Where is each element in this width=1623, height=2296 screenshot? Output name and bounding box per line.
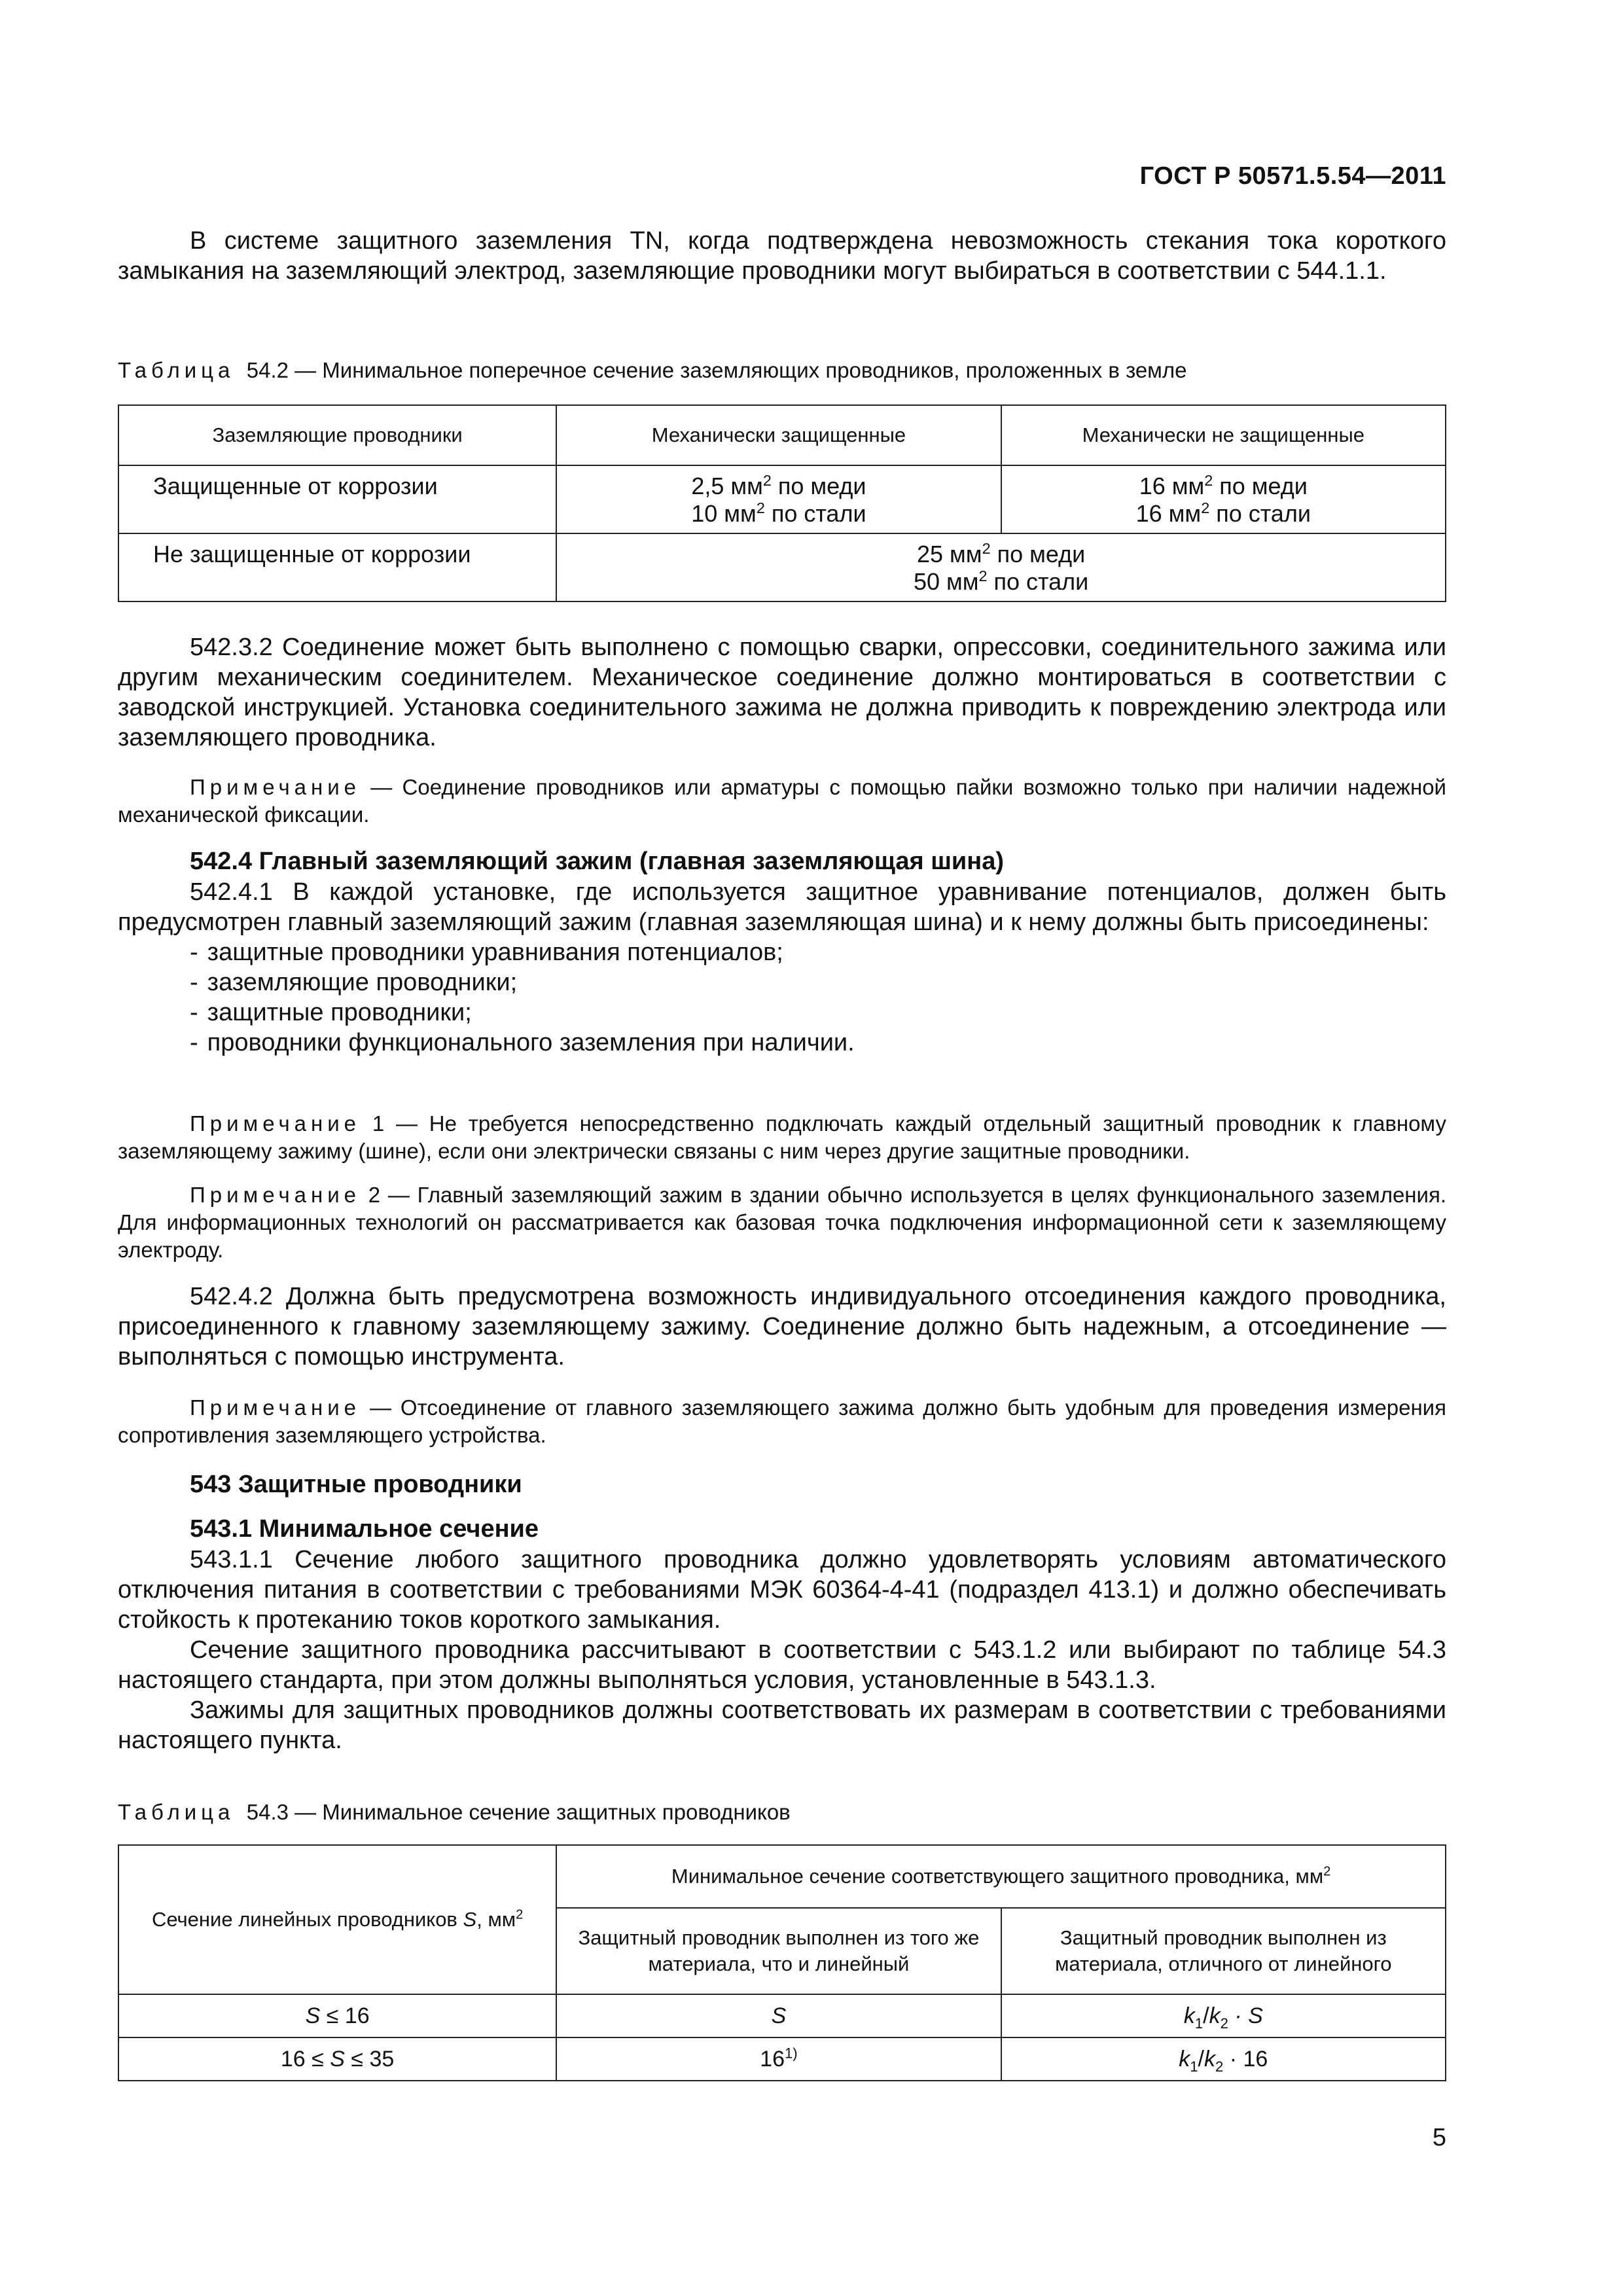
variable: k bbox=[1183, 2003, 1195, 2028]
cell-value: 16 bbox=[760, 2047, 785, 2072]
variable: k bbox=[1209, 2003, 1221, 2028]
table-cell bbox=[556, 465, 1001, 533]
cell-value: ≤ 35 bbox=[344, 2047, 395, 2072]
variable: k bbox=[1204, 2047, 1215, 2072]
cell-value: по стали bbox=[1209, 500, 1311, 527]
subscript: 1 bbox=[1190, 2058, 1198, 2075]
cell-value: 50 мм bbox=[913, 568, 979, 595]
list-item bbox=[118, 1028, 1446, 1058]
table-cell bbox=[1001, 2037, 1446, 2081]
note bbox=[118, 774, 1446, 829]
list-bullet: - bbox=[190, 969, 198, 996]
table-cell bbox=[118, 1994, 556, 2037]
superscript: 2 bbox=[762, 472, 772, 489]
heading-543: 543 Защитные проводники bbox=[190, 1471, 522, 1498]
cell-value: 10 мм bbox=[691, 500, 757, 527]
table-row bbox=[118, 533, 1446, 601]
note-text: 1 — Не требуется непосредственно подключать каждый отдельный защитный проводник к главному заземляющему зажиму (шине), если они электрически связаны с ним через другие защитные проводники. bbox=[118, 1111, 1446, 1163]
table-row bbox=[118, 465, 1446, 533]
row-label: Защищенные от коррозии bbox=[118, 465, 556, 533]
note-text: 2 — Главный заземляющий зажим в здании обычно используется в целях функционального заземления. Для информационных технологий он рассматривается как базовая точка подключения информационной сети к заземляющему электроду. bbox=[118, 1183, 1446, 1262]
cell-value: по меди bbox=[1213, 473, 1308, 499]
cell-value: 16 мм bbox=[1135, 500, 1202, 527]
cell-value: 2,5 мм bbox=[691, 473, 763, 499]
header-text: Минимальное сечение соответствующего защитного проводника, мм bbox=[671, 1865, 1324, 1888]
table-header: Защитный проводник выполнен из того же материала, что и линейный bbox=[556, 1908, 1001, 1994]
table-54-2-caption bbox=[118, 357, 1446, 384]
cell-value: / bbox=[1203, 2003, 1209, 2028]
table-header bbox=[556, 1845, 1446, 1908]
caption-prefix: Таблица bbox=[118, 1800, 235, 1824]
list-item bbox=[118, 997, 1446, 1028]
superscript: 2 bbox=[978, 567, 988, 584]
table-cell bbox=[556, 1994, 1001, 2037]
cell-value: по меди bbox=[990, 541, 1086, 567]
table-54-2 bbox=[118, 404, 1446, 602]
intro-paragraph: В системе защитного заземления TN, когда подтверждена невозможность стекания тока короткого замыкания на заземляющий электрод, заземляющие проводники могут выбираться в соответствии с 544.1.1. bbox=[118, 227, 1446, 285]
paragraph-543-1-1c: Зажимы для защитных проводников должны соответствовать их размерам в соответствии с требованиями настоящего пункта. bbox=[118, 1696, 1446, 1754]
subscript: 2 bbox=[1215, 2058, 1224, 2075]
note-prefix: Примечание bbox=[190, 1111, 361, 1136]
list-item-text: защитные проводники; bbox=[207, 999, 472, 1026]
row-label: Не защищенные от коррозии bbox=[118, 533, 556, 601]
paragraph-543-1-1: 543.1.1 Сечение любого защитного проводника должно удовлетворять условиям автоматического отключения питания в соответствии с требованиями МЭК 60364-4-41 (подраздел 413.1) и должно обеспечивать стойкость к протеканию токов короткого замыкания. bbox=[118, 1546, 1446, 1634]
cell-value: · 16 bbox=[1223, 2047, 1268, 2072]
list-item-text: защитные проводники уравнивания потенциалов; bbox=[207, 939, 783, 966]
note-prefix: Примечание bbox=[190, 1395, 361, 1420]
caption-text: 54.3 — Минимальное сечение защитных проводников bbox=[246, 1800, 791, 1824]
note bbox=[118, 1181, 1446, 1264]
variable: · S bbox=[1228, 2003, 1263, 2028]
cell-value: ≤ 16 bbox=[320, 2003, 370, 2028]
superscript: 2 bbox=[516, 1907, 524, 1922]
variable: S bbox=[305, 2003, 321, 2028]
header-variable: S bbox=[463, 1908, 477, 1931]
list-item-text: заземляющие проводники; bbox=[207, 969, 518, 996]
cell-value: 16 мм bbox=[1139, 473, 1205, 499]
cell-value: по стали bbox=[764, 500, 866, 527]
list-bullet: - bbox=[190, 999, 198, 1026]
note-prefix: Примечание bbox=[190, 1183, 361, 1207]
footnote-marker: 1) bbox=[785, 2045, 798, 2062]
heading-542-4: 542.4 Главный заземляющий зажим (главная заземляющая шина) bbox=[190, 848, 1004, 875]
cell-value: / bbox=[1198, 2047, 1204, 2072]
cell-value: по меди bbox=[771, 473, 866, 499]
variable: S bbox=[330, 2047, 345, 2072]
table-54-3-caption bbox=[118, 1799, 1446, 1826]
superscript: 2 bbox=[1201, 499, 1210, 516]
page-number: 5 bbox=[1432, 2124, 1446, 2151]
paragraph-542-3-2: 542.3.2 Соединение может быть выполнено с помощью сварки, опрессовки, соединительного зажима или другим механическим соединителем. Механическое соединение должно монтироваться в соответствии с заводской инструкцией. Установка соединительного зажима не должна приводить к повреждению электрода или заземляющего проводника. bbox=[118, 634, 1446, 751]
cell-value: 16 ≤ bbox=[280, 2047, 330, 2072]
table-row bbox=[118, 2037, 1446, 2081]
list-bullet: - bbox=[190, 1029, 198, 1056]
table-cell bbox=[1001, 465, 1446, 533]
variable: k bbox=[1179, 2047, 1190, 2072]
paragraph-543-1-1b: Сечение защитного проводника рассчитывают в соответствии с 543.1.2 или выбирают по таблице 54.3 настоящего стандарта, при этом должны выполняться условия, установленные в 543.1.3. bbox=[118, 1636, 1446, 1694]
heading-543-1: 543.1 Минимальное сечение bbox=[190, 1515, 539, 1543]
header-text: Сечение линейных проводников bbox=[151, 1908, 463, 1931]
table-header: Механически не защищенные bbox=[1001, 405, 1446, 465]
cell-value: по стали bbox=[987, 568, 1089, 595]
table-header: Заземляющие проводники bbox=[118, 405, 556, 465]
table-header: Защитный проводник выполнен из материала, отличного от линейного bbox=[1001, 1908, 1446, 1994]
paragraph-542-4-1: 542.4.1 В каждой установке, где используется защитное уравнивание потенциалов, должен быть предусмотрен главный заземляющий зажим (главная заземляющая шина) и к нему должны быть присоединены: bbox=[118, 878, 1446, 936]
document-code: ГОСТ Р 50571.5.54—2011 bbox=[1139, 162, 1446, 190]
note-text: — Отсоединение от главного заземляющего зажима должно быть удобным для проведения измерения сопротивления заземляющего устройства. bbox=[118, 1395, 1446, 1447]
table-cell bbox=[118, 2037, 556, 2081]
subscript: 2 bbox=[1220, 2015, 1228, 2032]
header-text: , мм bbox=[476, 1908, 516, 1931]
caption-text: 54.2 — Минимальное поперечное сечение заземляющих проводников, проложенных в земле bbox=[246, 358, 1187, 382]
table-cell bbox=[556, 533, 1446, 601]
table-header bbox=[118, 1845, 556, 1994]
note bbox=[118, 1394, 1446, 1449]
note-prefix: Примечание bbox=[190, 775, 361, 799]
table-cell bbox=[1001, 1994, 1446, 2037]
caption-prefix: Таблица bbox=[118, 358, 235, 382]
list-item bbox=[118, 937, 1446, 967]
note-text: — Соединение проводников или арматуры с помощью пайки возможно только при наличии надежной механической фиксации. bbox=[118, 775, 1446, 827]
list-item-text: проводники функционального заземления при наличии. bbox=[207, 1029, 855, 1056]
paragraph-542-4-2: 542.4.2 Должна быть предусмотрена возможность индивидуального отсоединения каждого проводника, присоединенного к главному заземляющему зажиму. Соединение должно быть надежным, а отсоединение — выполняться с помощью инструмента. bbox=[118, 1283, 1446, 1371]
list-bullet: - bbox=[190, 939, 198, 966]
variable: S bbox=[771, 2003, 787, 2028]
table-row bbox=[118, 1994, 1446, 2037]
superscript: 2 bbox=[982, 540, 991, 557]
list-item bbox=[118, 967, 1446, 997]
superscript: 2 bbox=[756, 499, 765, 516]
cell-value: 25 мм bbox=[917, 541, 982, 567]
subscript: 1 bbox=[1194, 2015, 1204, 2032]
superscript: 2 bbox=[1323, 1864, 1331, 1879]
table-54-3 bbox=[118, 1844, 1446, 2081]
table-cell bbox=[556, 2037, 1001, 2081]
table-header: Механически защищенные bbox=[556, 405, 1001, 465]
superscript: 2 bbox=[1204, 472, 1213, 489]
note bbox=[118, 1110, 1446, 1165]
conductor-list bbox=[118, 937, 1446, 1058]
